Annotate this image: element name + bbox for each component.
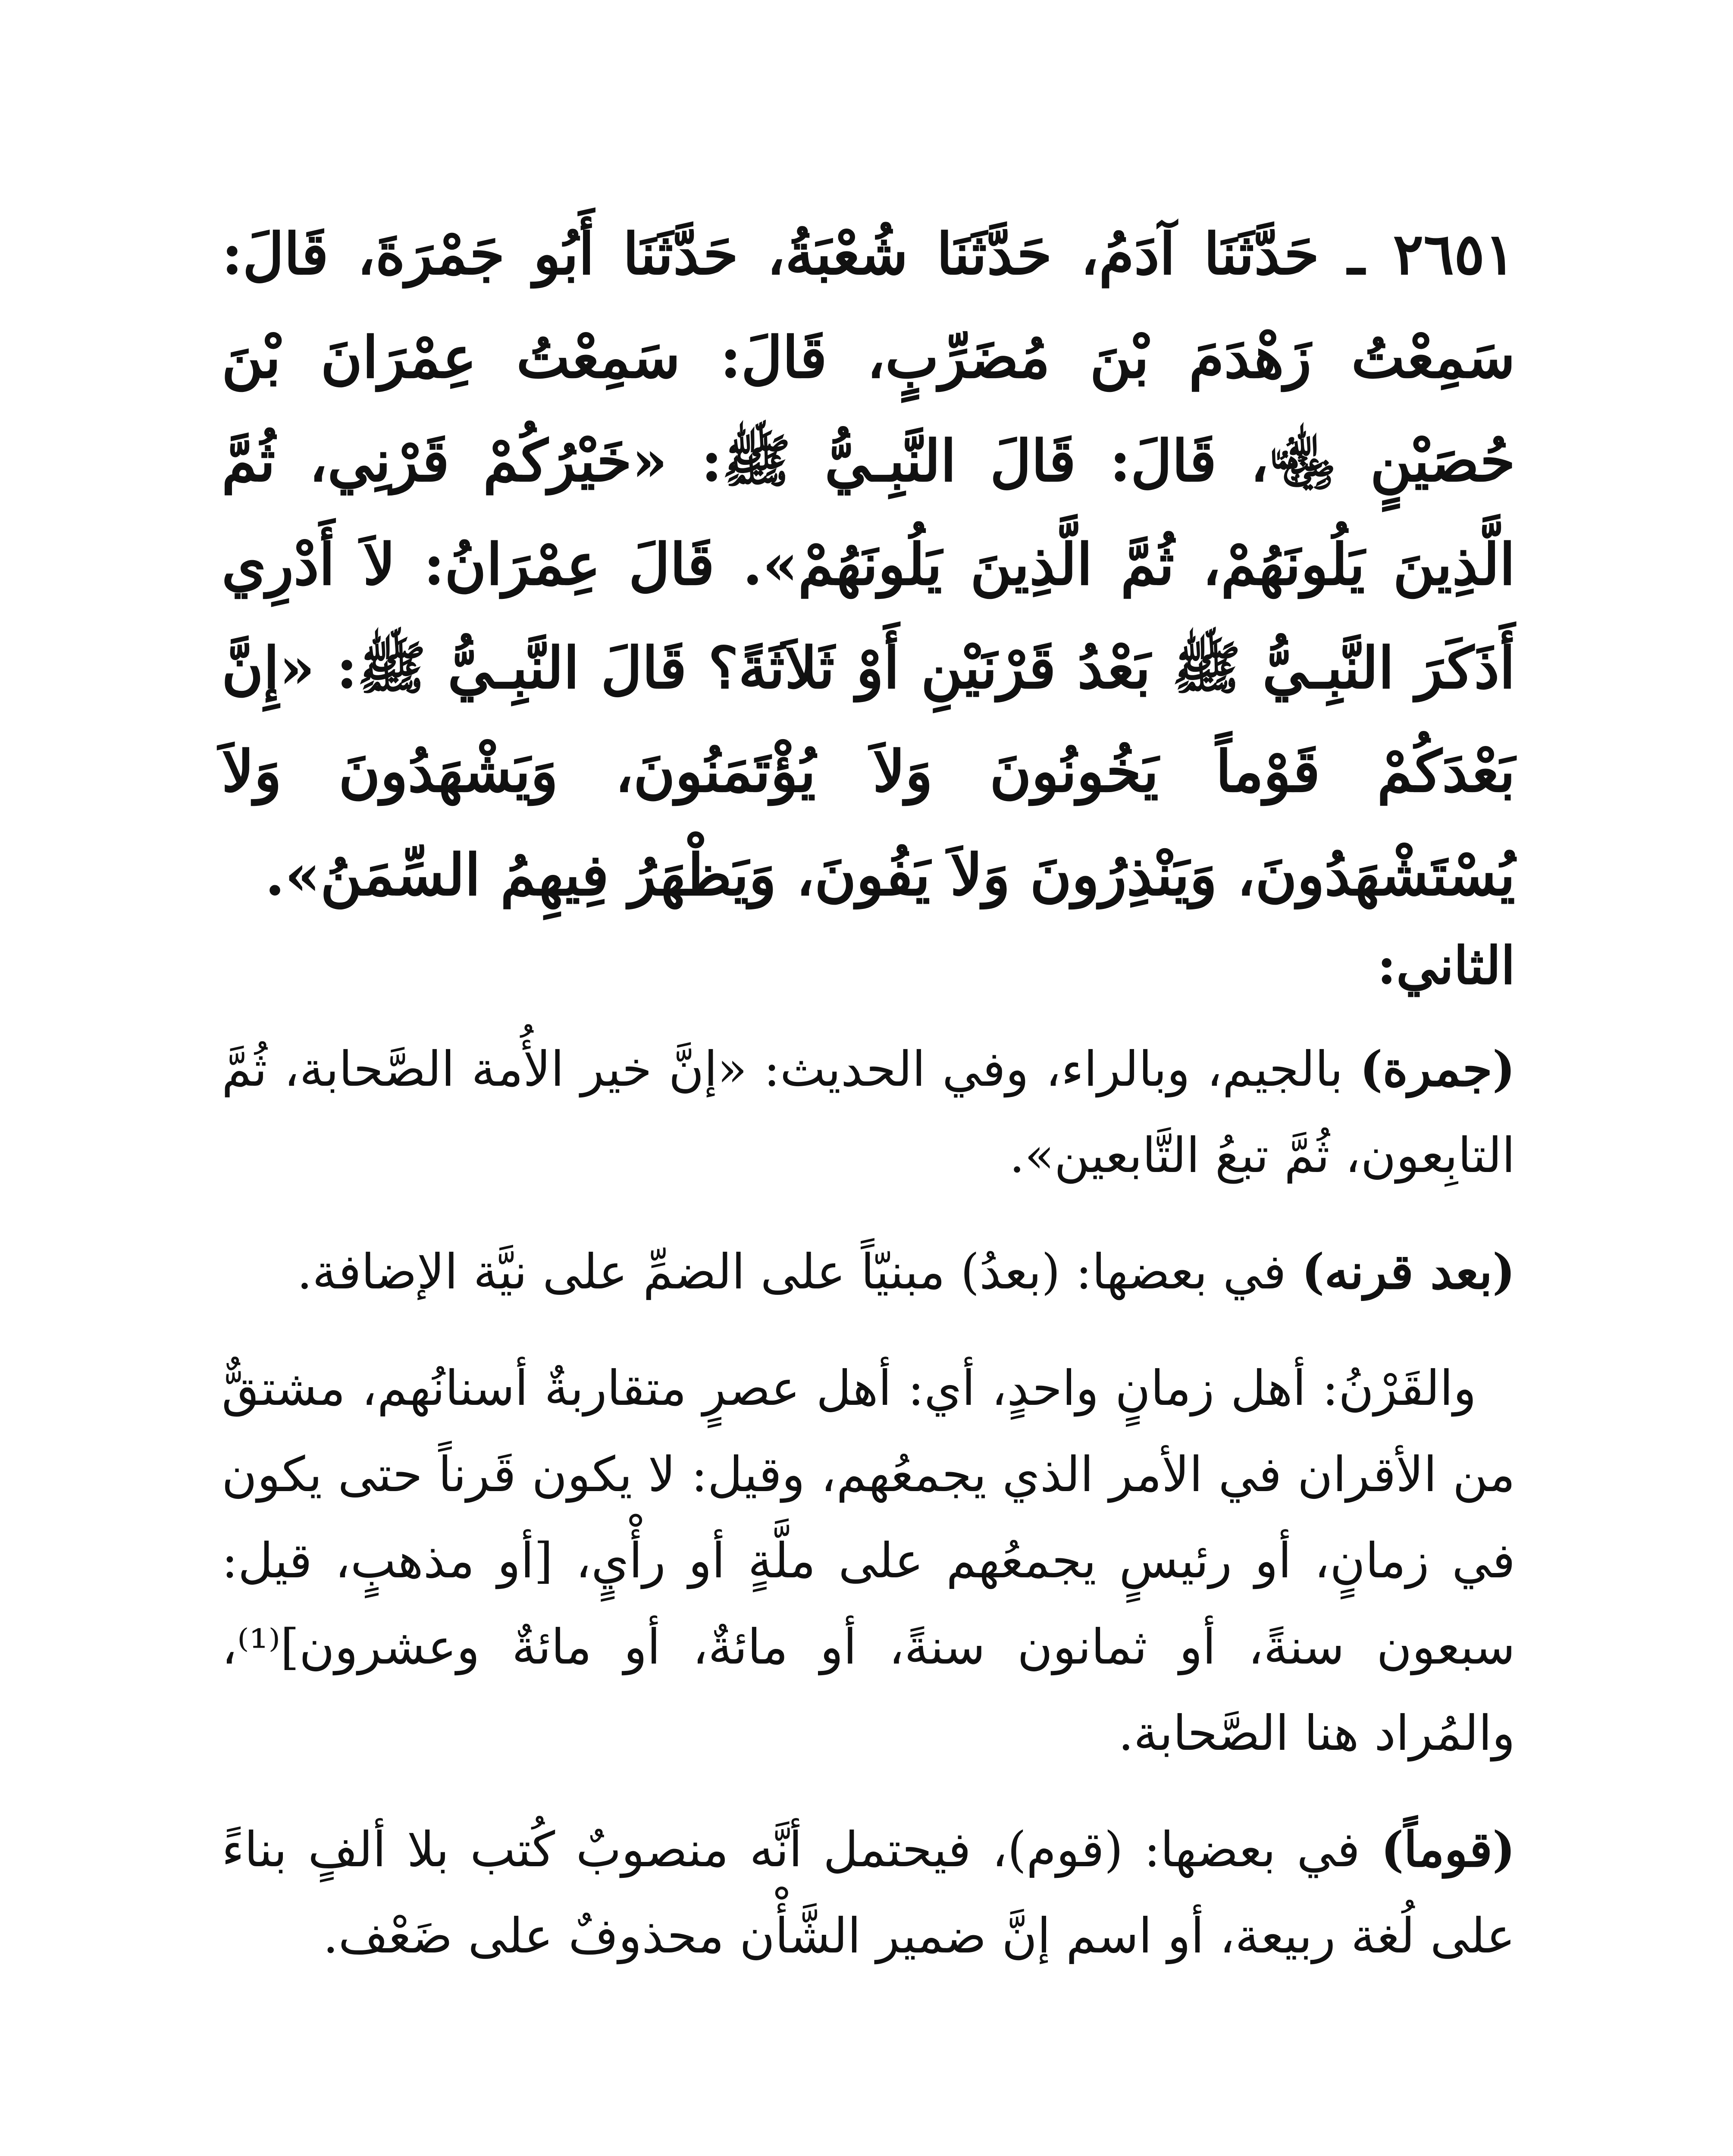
commentary-text: بالجيم، وبالراء، وفي الحديث: «إنَّ خير الأُمة الصَّحابة، ثُمَّ التابِعون، ثُمَّ تبعُ التَّابعين». <box>222 1041 1515 1184</box>
commentary-paragraph <box>222 1807 1515 1979</box>
commentary-paragraph <box>222 1229 1515 1315</box>
commentary-paragraph <box>222 1026 1515 1199</box>
hadith-text: ٢٦٥١ ـ حَدَّثَنَا آدَمُ، حَدَّثَنَا شُعْبَةُ، حَدَّثَنَا أَبُو جَمْرَةَ، قَالَ: سَمِعْتُ زَهْدَمَ بْنَ مُضَرِّبٍ، قَالَ: سَمِعْتُ عِمْرَانَ بْنَ حُصَيْنٍ ﵄، قَالَ: قَالَ النَّبِـيُّ ﷺ: «خَيْرُكُمْ قَرْنِي، ثُمَّ الَّذِينَ يَلُونَهُمْ، ثُمَّ الَّذِينَ يَلُونَهُمْ». قَالَ عِمْرَانُ: لاَ أَدْرِي أَذَكَرَ النَّبِـيُّ ﷺ بَعْدُ قَرْنَيْنِ أَوْ ثَلاَثَةً؟ قَالَ النَّبِـيُّ ﷺ: «إِنَّ بَعْدَكُمْ قَوْماً يَخُونُونَ وَلاَ يُؤْتَمَنُونَ، وَيَشْهَدُونَ وَلاَ يُسْتَشْهَدُونَ، وَيَنْذِرُونَ وَلاَ يَفُونَ، وَيَظْهَرُ فِيهِمُ السِّمَنُ». <box>222 221 1515 909</box>
commentary-text: والقَرْنُ: أهل زمانٍ واحدٍ، أي: أهل عصرٍ متقاربةٌ أسنانُهم، مشتقٌّ من الأقران في الأمر الذي يجمعُهم، وقيل: لا يكون قَرناً حتى يكون في زمانٍ، أو رئيسٍ يجمعُهم على ملَّةٍ أو رأْيٍ، [أو مذهبٍ، قيل: سبعون سنةً، أو ثمانون سنةً، أو مائةٌ، أو مائةٌ وعشرون]⁽¹⁾، والمُراد هنا الصَّحابة. <box>222 1360 1515 1761</box>
section-title: الثاني: <box>1377 935 1515 996</box>
commentary-text: في بعضها: (قوم)، فيحتمل أنَّه منصوبٌ كُتب بلا ألفٍ بناءً على لُغة ربيعة، أو اسم إنَّ ضمير الشَّأْن محذوفٌ على ضَعْف. <box>222 1822 1515 1964</box>
commentary-text: في بعضها: (بعدُ) مبنيّاً على الضمِّ على نيَّة الإضافة. <box>297 1244 1302 1300</box>
commentary-term: (بعد قرنه) <box>1301 1244 1515 1300</box>
commentary-term: (جمرة) <box>1360 1041 1515 1097</box>
commentary-term: (قوماً) <box>1381 1821 1516 1878</box>
hadith-text-block <box>222 203 1515 927</box>
commentary-paragraph <box>222 1345 1515 1777</box>
commentary-block <box>222 1026 1515 2009</box>
